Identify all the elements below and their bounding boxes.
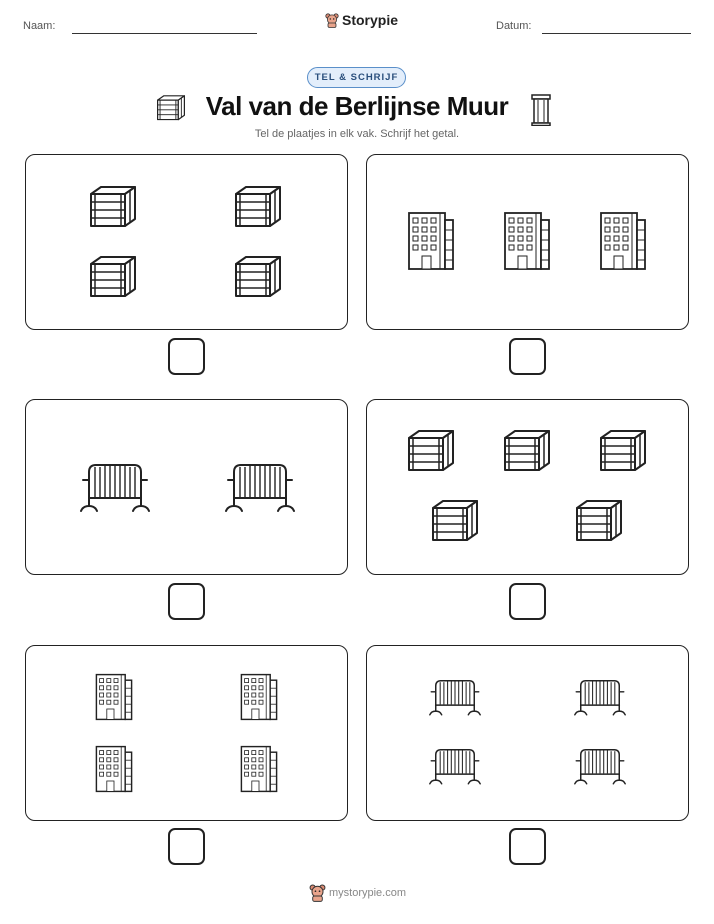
instructions: Tel de plaatjes in elk vak. Schrijf het getal. xyxy=(254,128,460,140)
counting-box-1 xyxy=(25,154,348,330)
answer-box-2[interactable] xyxy=(509,338,546,375)
building-icon xyxy=(239,672,279,727)
counting-box-4 xyxy=(366,399,689,575)
crate-icon xyxy=(429,498,481,549)
crate-icon xyxy=(232,254,284,305)
crate-icon xyxy=(87,254,139,305)
building-icon xyxy=(239,744,279,799)
counting-box-3 xyxy=(25,399,348,575)
answer-box-6[interactable] xyxy=(509,828,546,865)
crate-icon xyxy=(87,184,139,235)
crate-icon xyxy=(597,428,649,479)
barrier-icon xyxy=(224,460,296,519)
crate-icon xyxy=(232,184,284,235)
crate-icon xyxy=(405,428,457,479)
date-field[interactable] xyxy=(542,33,691,34)
barrier-icon xyxy=(573,746,627,791)
activity-badge: TEL & SCHRIJF xyxy=(307,67,406,88)
page-title: Val van de Berlijnse Muur xyxy=(205,91,509,121)
building-icon xyxy=(502,210,552,277)
name-label: Naam: xyxy=(23,20,56,32)
counting-box-2 xyxy=(366,154,689,330)
counting-box-5 xyxy=(25,645,348,821)
name-field[interactable] xyxy=(72,33,257,34)
building-icon xyxy=(94,672,134,727)
crate-icon xyxy=(501,428,553,479)
date-label: Datum: xyxy=(496,20,532,32)
wall-segment-icon xyxy=(530,94,552,126)
bear-icon xyxy=(325,13,339,28)
answer-box-5[interactable] xyxy=(168,828,205,865)
barrier-icon xyxy=(428,677,482,722)
footer-link[interactable]: mystorypie.com xyxy=(329,887,407,899)
answer-box-1[interactable] xyxy=(168,338,205,375)
footer xyxy=(309,884,406,902)
barrier-icon xyxy=(428,746,482,791)
building-icon xyxy=(598,210,648,277)
barrier-icon xyxy=(573,677,627,722)
building-icon xyxy=(406,210,456,277)
building-icon xyxy=(94,744,134,799)
counting-box-6 xyxy=(366,645,689,821)
answer-box-4[interactable] xyxy=(509,583,546,620)
crate-icon xyxy=(573,498,625,549)
barrier-icon xyxy=(79,460,151,519)
answer-box-3[interactable] xyxy=(168,583,205,620)
storypie-logo xyxy=(325,12,398,28)
bear-icon xyxy=(309,884,326,902)
logo-text: Storypie xyxy=(342,12,399,28)
